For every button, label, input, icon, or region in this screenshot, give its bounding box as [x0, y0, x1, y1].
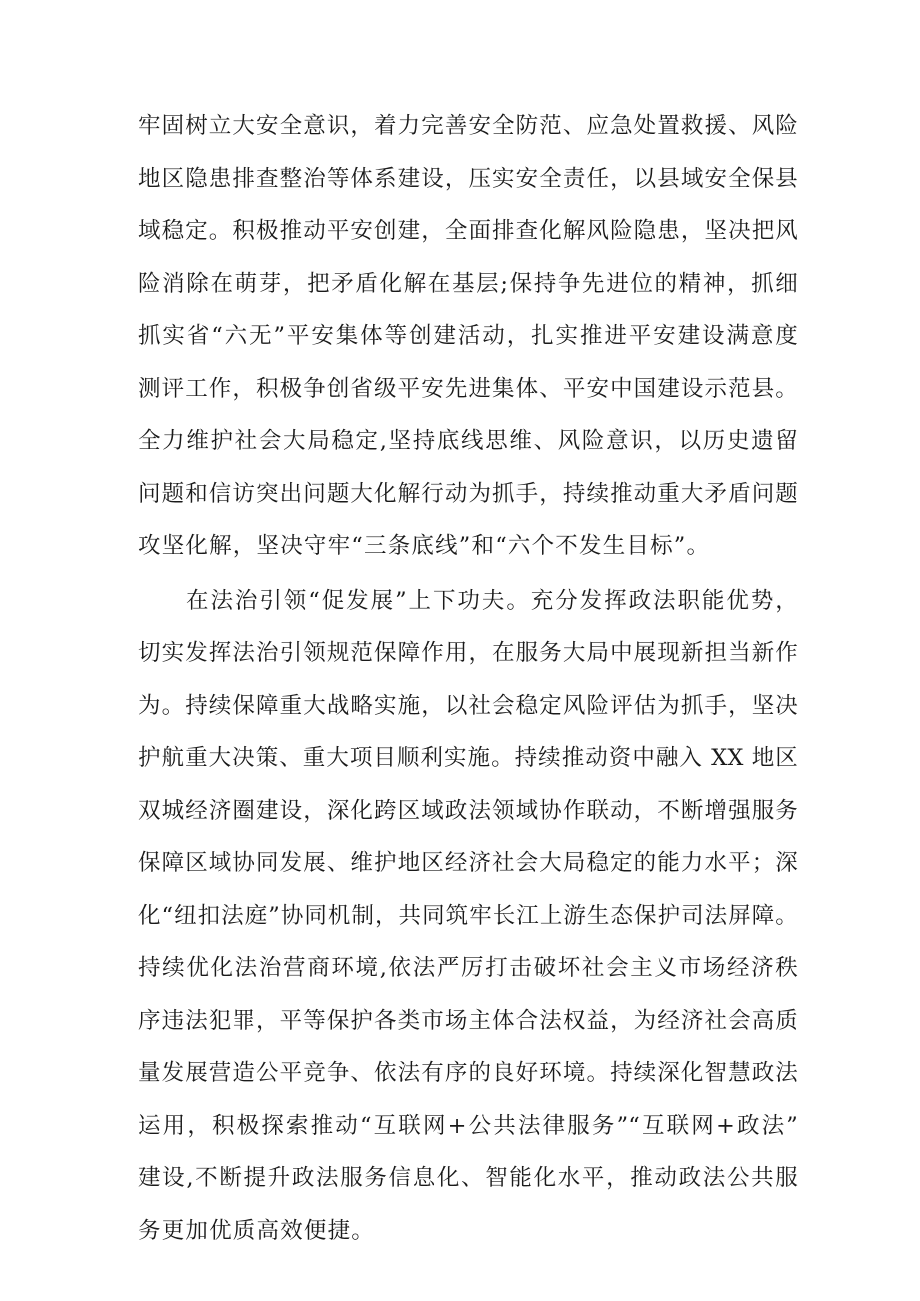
paragraph-2-line-12: 建设,不断提升政法服务信息化、智能化水平，推动政法公共服	[138, 1165, 798, 1191]
paragraph-2-line-8: 持续优化法治营商环境,依法严厉打击破坏社会主义市场经济秩	[138, 955, 798, 981]
paragraph-2-line-7: 化“纽扣法庭”协同机制，共同筑牢长江上游生态保护司法屏障。	[138, 903, 798, 929]
paragraph-1-line-4: 险消除在萌芽，把矛盾化解在基层;保持争先进位的精神，抓细	[138, 271, 798, 297]
paragraph-1-line-9: 攻坚化解，坚决守牢“三条底线”和“六个不发生目标”。	[138, 533, 711, 559]
paragraph-1-line-6: 测评工作，积极争创省级平安先进集体、平安中国建设示范县。	[138, 376, 798, 402]
paragraph-1-line-7: 全力维护社会大局稳定,坚持底线思维、风险意识，以历史遗留	[138, 428, 798, 454]
paragraph-1-line-5: 抓实省“六无”平安集体等创建活动，扎实推进平安建设满意度	[138, 323, 798, 349]
paragraph-2-line-6: 保障区域协同发展、维护地区经济社会大局稳定的能力水平；深	[138, 850, 798, 876]
paragraph-1-line-8: 问题和信访突出问题大化解行动为抓手，持续推动重大矛盾问题	[138, 481, 798, 507]
paragraph-2-line-9: 序违法犯罪，平等保护各类市场主体合法权益，为经济社会高质	[138, 1008, 798, 1034]
paragraph-1-line-1: 牢固树立大安全意识，着力完善安全防范、应急处置救援、风险	[138, 113, 798, 139]
paragraph-2-line-2: 切实发挥法治引领规范保障作用，在服务大局中展现新担当新作	[138, 640, 798, 666]
paragraph-2-line-4: 护航重大决策、重大项目顺利实施。持续推动资中融入 XX 地区	[138, 745, 798, 771]
paragraph-1-line-3: 域稳定。积极推动平安创建，全面排查化解风险隐患，坚决把风	[138, 218, 798, 244]
paragraph-2-line-1: 在法治引领“促发展”上下功夫。充分发挥政法职能优势，	[186, 588, 798, 614]
paragraph-2-line-10: 量发展营造公平竞争、依法有序的良好环境。持续深化智慧政法	[138, 1060, 798, 1086]
paragraph-2-line-5: 双城经济圈建设，深化跨区域政法领域协作联动，不断增强服务	[138, 798, 798, 824]
paragraph-1-line-2: 地区隐患排查整治等体系建设，压实安全责任，以县域安全保县	[138, 166, 798, 192]
paragraph-2-line-3: 为。持续保障重大战略实施，以社会稳定风险评估为抓手，坚决	[138, 693, 798, 719]
paragraph-2-line-13: 务更加优质高效便捷。	[138, 1218, 376, 1244]
paragraph-2-line-11: 运用，积极探索推动“互联网+公共法律服务”“互联网+政法”	[138, 1113, 798, 1139]
